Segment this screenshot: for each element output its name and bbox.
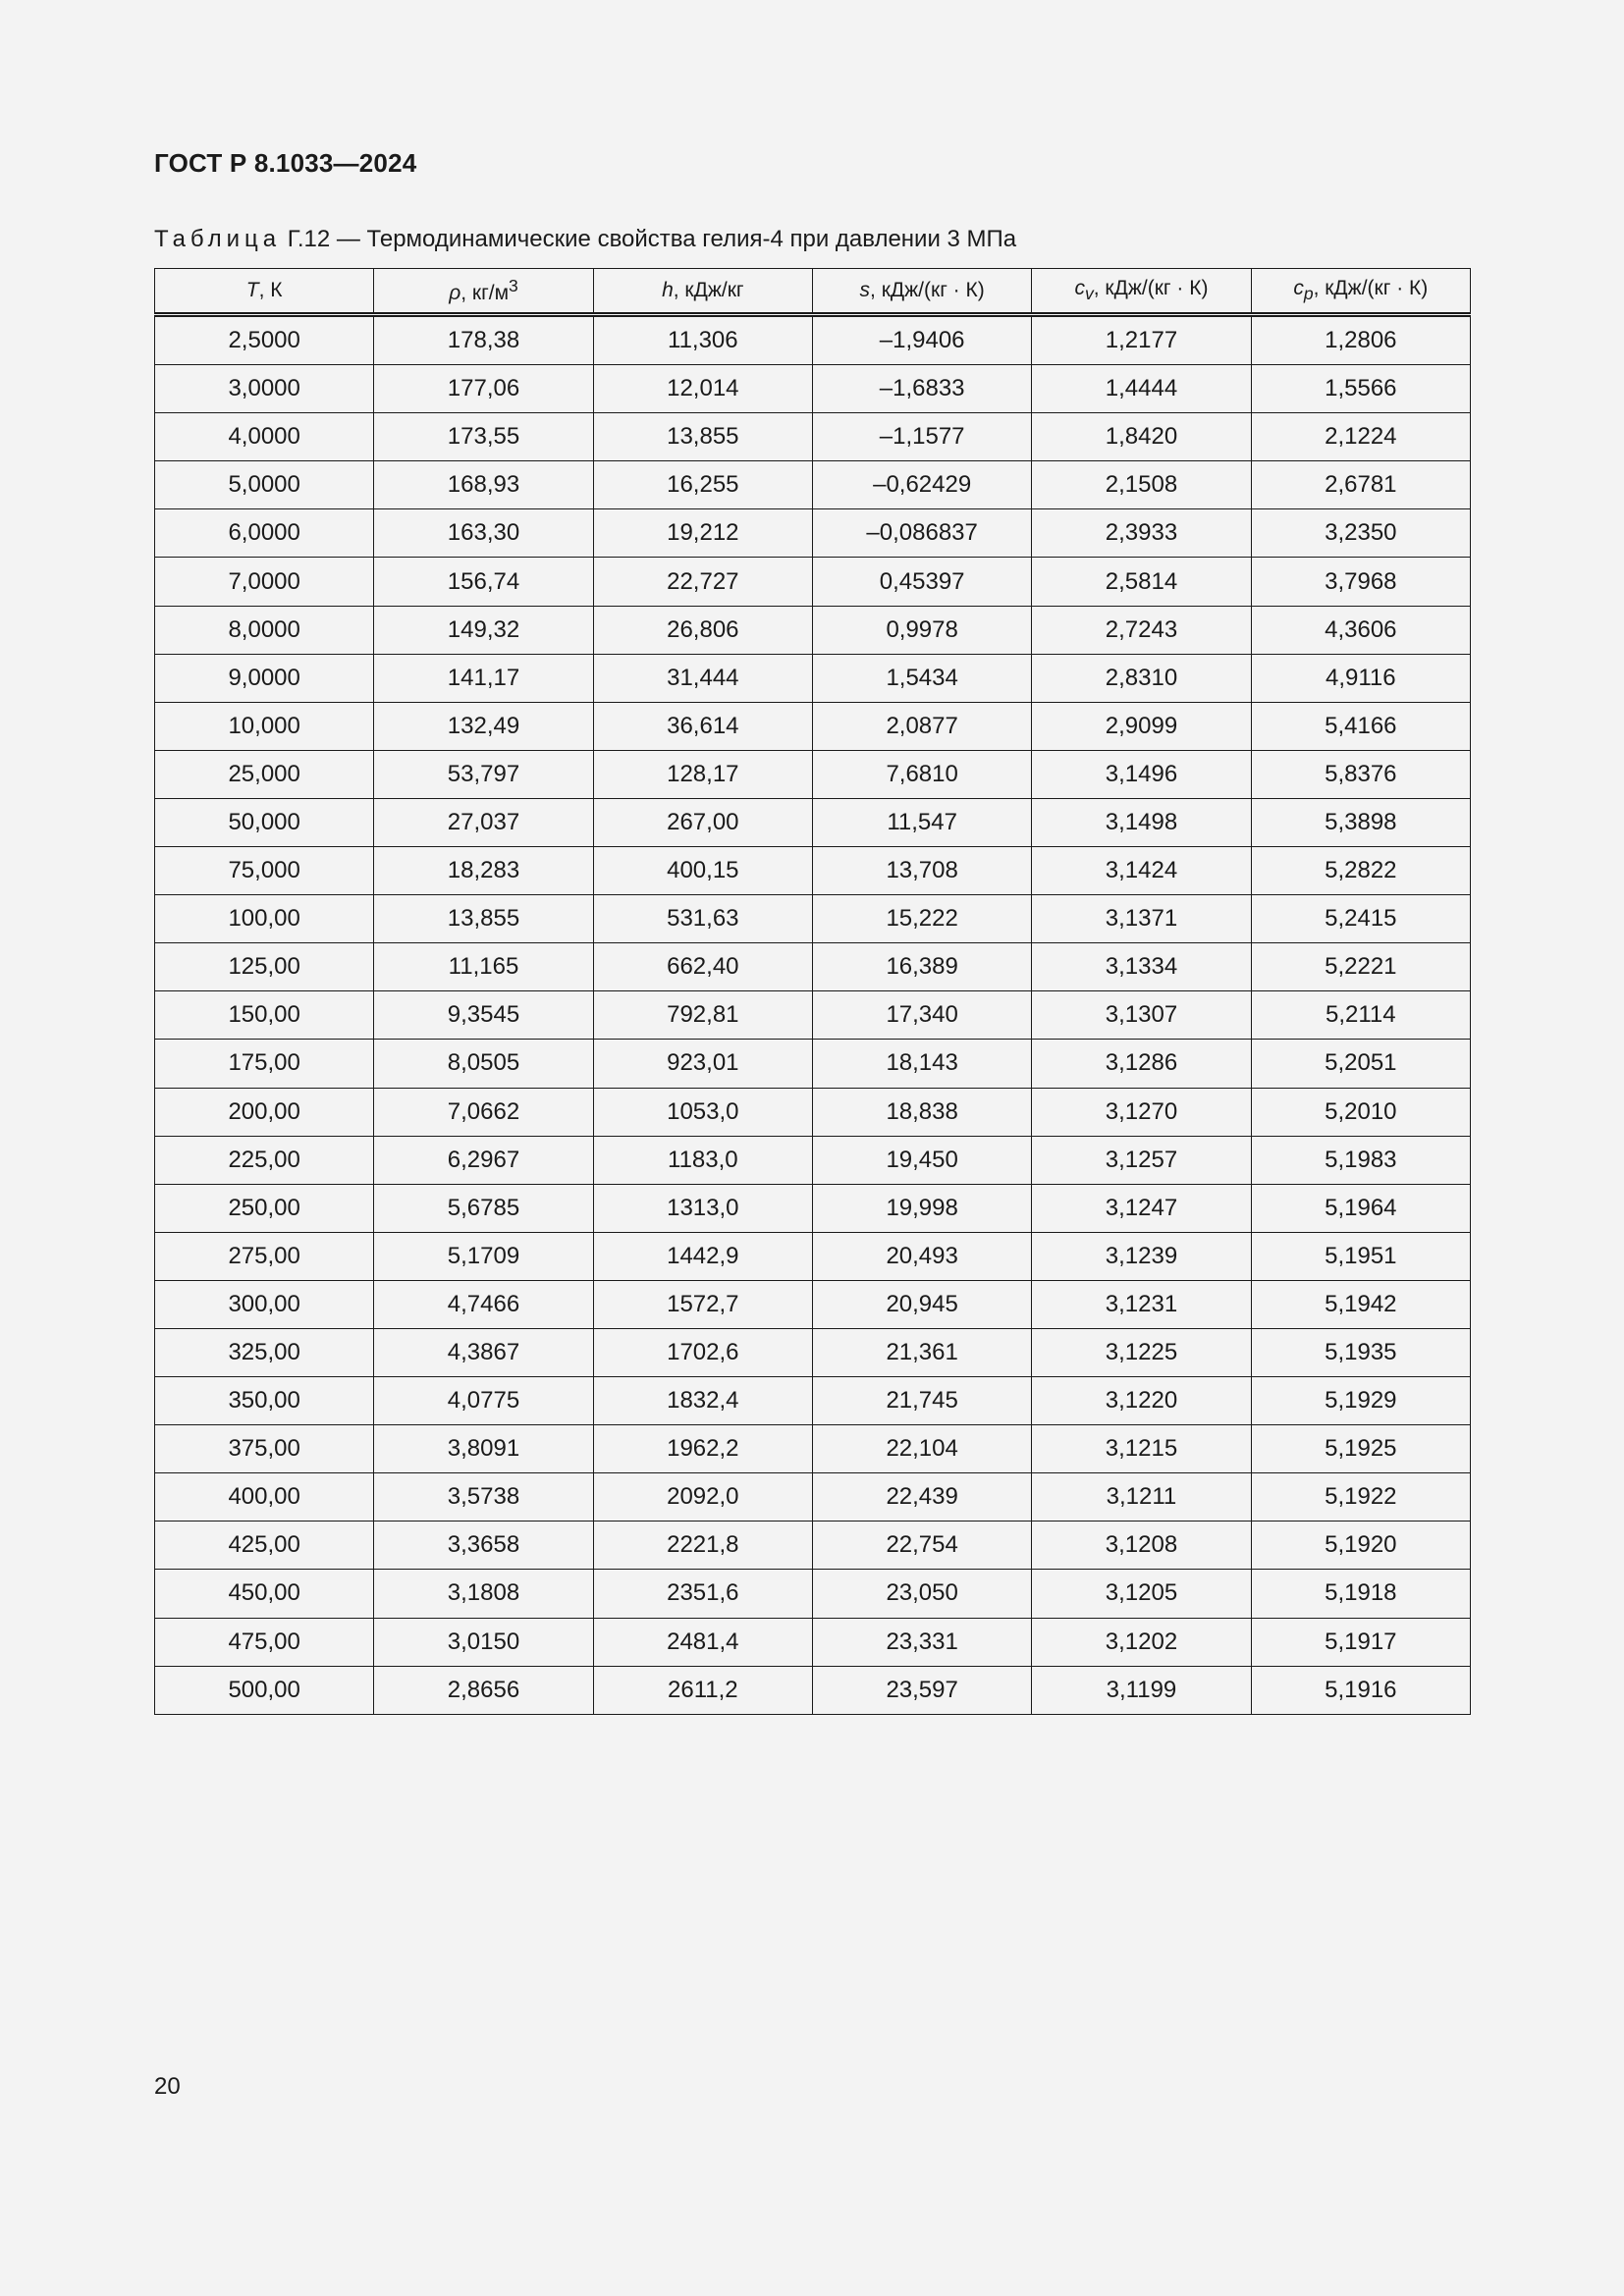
table-cell: 11,165	[374, 943, 593, 991]
table-row	[155, 750, 1471, 798]
table-cell: 275,00	[155, 1232, 374, 1280]
table-cell: 3,3658	[374, 1522, 593, 1570]
table-cell: 4,7466	[374, 1280, 593, 1328]
table-cell: –0,086837	[812, 509, 1031, 558]
table-cell: 1442,9	[593, 1232, 812, 1280]
table-cell: 22,439	[812, 1473, 1031, 1522]
table-cell: 2611,2	[593, 1666, 812, 1714]
table-cell: 8,0505	[374, 1040, 593, 1088]
table-cell: 5,2415	[1251, 895, 1470, 943]
table-cell: 27,037	[374, 798, 593, 846]
table-cell: 5,1916	[1251, 1666, 1470, 1714]
table-cell: 1702,6	[593, 1328, 812, 1376]
table-cell: 3,1257	[1032, 1136, 1251, 1184]
table-cell: 5,1925	[1251, 1425, 1470, 1473]
table-cell: 22,104	[812, 1425, 1031, 1473]
table-cell: 125,00	[155, 943, 374, 991]
table-row	[155, 509, 1471, 558]
table-cell: 5,3898	[1251, 798, 1470, 846]
table-cell: –1,6833	[812, 365, 1031, 413]
column-header	[1032, 269, 1251, 315]
table-cell: 4,9116	[1251, 654, 1470, 702]
table-cell: 2,5000	[155, 315, 374, 365]
table-row	[155, 702, 1471, 750]
table-cell: 7,0662	[374, 1088, 593, 1136]
table-cell: 3,1199	[1032, 1666, 1251, 1714]
table-cell: 3,0000	[155, 365, 374, 413]
table-cell: 2,6781	[1251, 461, 1470, 509]
table-cell: 3,1808	[374, 1570, 593, 1618]
table-cell: 300,00	[155, 1280, 374, 1328]
table-cell: 5,6785	[374, 1184, 593, 1232]
table-cell: 23,050	[812, 1570, 1031, 1618]
table-cell: 2,0877	[812, 702, 1031, 750]
table-row	[155, 943, 1471, 991]
table-cell: 156,74	[374, 558, 593, 606]
column-header	[155, 269, 374, 315]
table-cell: 25,000	[155, 750, 374, 798]
table-cell: –1,1577	[812, 413, 1031, 461]
table-cell: 2,7243	[1032, 606, 1251, 654]
column-superscript: 3	[509, 276, 518, 295]
table-cell: 26,806	[593, 606, 812, 654]
table-cell: 450,00	[155, 1570, 374, 1618]
table-cell: 12,014	[593, 365, 812, 413]
table-cell: 132,49	[374, 702, 593, 750]
table-cell: 21,745	[812, 1377, 1031, 1425]
table-cell: 18,283	[374, 847, 593, 895]
table-caption	[154, 226, 1016, 253]
table-cell: 0,45397	[812, 558, 1031, 606]
table-cell: 7,0000	[155, 558, 374, 606]
table-cell: 20,945	[812, 1280, 1031, 1328]
table-cell: 1053,0	[593, 1088, 812, 1136]
table-cell: 2,5814	[1032, 558, 1251, 606]
table-cell: 3,1371	[1032, 895, 1251, 943]
table-row	[155, 1618, 1471, 1666]
document-code: ГОСТ Р 8.1033—2024	[154, 148, 417, 178]
table-cell: 173,55	[374, 413, 593, 461]
table-cell: 3,1205	[1032, 1570, 1251, 1618]
table-cell: 15,222	[812, 895, 1031, 943]
table-cell: 5,2051	[1251, 1040, 1470, 1088]
table-cell: 5,1920	[1251, 1522, 1470, 1570]
table-cell: 23,597	[812, 1666, 1031, 1714]
page-number: 20	[154, 2073, 181, 2100]
table-cell: 4,3867	[374, 1328, 593, 1376]
table-cell: 5,1922	[1251, 1473, 1470, 1522]
table-row	[155, 991, 1471, 1040]
table-body	[155, 315, 1471, 1715]
table-cell: 3,1208	[1032, 1522, 1251, 1570]
table-cell: 3,1220	[1032, 1377, 1251, 1425]
table-row	[155, 1377, 1471, 1425]
table-cell: 5,1917	[1251, 1618, 1470, 1666]
table-cell: 50,000	[155, 798, 374, 846]
table-cell: 11,547	[812, 798, 1031, 846]
table-cell: 7,6810	[812, 750, 1031, 798]
table-cell: 16,255	[593, 461, 812, 509]
table-cell: 9,3545	[374, 991, 593, 1040]
column-header	[374, 269, 593, 315]
table-cell: 53,797	[374, 750, 593, 798]
table-row	[155, 654, 1471, 702]
column-symbol: T	[245, 279, 259, 301]
table-cell: 5,8376	[1251, 750, 1470, 798]
table-cell: 3,5738	[374, 1473, 593, 1522]
table-cell: 1,5566	[1251, 365, 1470, 413]
table-cell: 3,1215	[1032, 1425, 1251, 1473]
table-cell: 531,63	[593, 895, 812, 943]
table-cell: 31,444	[593, 654, 812, 702]
table-cell: 662,40	[593, 943, 812, 991]
column-subscript: v	[1085, 284, 1094, 304]
table-cell: 2,1508	[1032, 461, 1251, 509]
table-cell: 2481,4	[593, 1618, 812, 1666]
table-cell: 16,389	[812, 943, 1031, 991]
table-cell: 5,1918	[1251, 1570, 1470, 1618]
table-cell: 3,1239	[1032, 1232, 1251, 1280]
table-cell: 4,0775	[374, 1377, 593, 1425]
column-unit: , кДж/(кг · К)	[1093, 276, 1209, 299]
table-cell: 5,2114	[1251, 991, 1470, 1040]
table-cell: 5,2010	[1251, 1088, 1470, 1136]
table-cell: 3,1225	[1032, 1328, 1251, 1376]
table-cell: 1,2806	[1251, 315, 1470, 365]
table-cell: 19,450	[812, 1136, 1031, 1184]
table-row	[155, 606, 1471, 654]
table-cell: 17,340	[812, 991, 1031, 1040]
table-cell: 100,00	[155, 895, 374, 943]
table-cell: 22,754	[812, 1522, 1031, 1570]
table-cell: 3,1498	[1032, 798, 1251, 846]
table-row	[155, 1184, 1471, 1232]
table-cell: 923,01	[593, 1040, 812, 1088]
table-cell: 13,708	[812, 847, 1031, 895]
table-cell: 3,1496	[1032, 750, 1251, 798]
table-cell: 1832,4	[593, 1377, 812, 1425]
table-cell: 13,855	[374, 895, 593, 943]
table-cell: 23,331	[812, 1618, 1031, 1666]
table-cell: 5,1951	[1251, 1232, 1470, 1280]
table-head	[155, 269, 1471, 315]
table-cell: 1,2177	[1032, 315, 1251, 365]
table-cell: 3,1286	[1032, 1040, 1251, 1088]
table-cell: 1313,0	[593, 1184, 812, 1232]
table-row	[155, 1425, 1471, 1473]
table-row	[155, 315, 1471, 365]
table-cell: 200,00	[155, 1088, 374, 1136]
table-cell: 3,0150	[374, 1618, 593, 1666]
table-cell: 6,2967	[374, 1136, 593, 1184]
table-cell: 425,00	[155, 1522, 374, 1570]
table-cell: 141,17	[374, 654, 593, 702]
thermodynamic-properties-table	[154, 268, 1471, 1715]
table-cell: 1,4444	[1032, 365, 1251, 413]
table-cell: 149,32	[374, 606, 593, 654]
table-cell: 4,0000	[155, 413, 374, 461]
table-cell: 21,361	[812, 1328, 1031, 1376]
table-cell: 267,00	[593, 798, 812, 846]
table-cell: 19,998	[812, 1184, 1031, 1232]
table-row	[155, 461, 1471, 509]
table-row	[155, 1280, 1471, 1328]
table-cell: 13,855	[593, 413, 812, 461]
column-unit: , К	[258, 279, 283, 301]
table-cell: 36,614	[593, 702, 812, 750]
table-cell: 18,838	[812, 1088, 1031, 1136]
table-cell: 2,3933	[1032, 509, 1251, 558]
table-cell: 5,1942	[1251, 1280, 1470, 1328]
column-unit: , кДж/(кг · К)	[870, 279, 985, 301]
table-cell: 2351,6	[593, 1570, 812, 1618]
column-unit: , кДж/(кг · К)	[1313, 276, 1429, 299]
table-cell: 3,2350	[1251, 509, 1470, 558]
table-cell: 2092,0	[593, 1473, 812, 1522]
table-cell: 3,1307	[1032, 991, 1251, 1040]
table-cell: 8,0000	[155, 606, 374, 654]
column-unit: , кДж/кг	[673, 279, 744, 301]
table-cell: –0,62429	[812, 461, 1031, 509]
table-row	[155, 558, 1471, 606]
table-row	[155, 1473, 1471, 1522]
table-cell: 5,2822	[1251, 847, 1470, 895]
column-header	[1251, 269, 1470, 315]
table-cell: 5,1983	[1251, 1136, 1470, 1184]
table-cell: 3,8091	[374, 1425, 593, 1473]
table-cell: 3,1231	[1032, 1280, 1251, 1328]
table-row	[155, 1136, 1471, 1184]
column-header	[812, 269, 1031, 315]
table-cell: 175,00	[155, 1040, 374, 1088]
table-row	[155, 1522, 1471, 1570]
table-cell: 9,0000	[155, 654, 374, 702]
table-cell: 128,17	[593, 750, 812, 798]
table-cell: 4,3606	[1251, 606, 1470, 654]
table-cell: 350,00	[155, 1377, 374, 1425]
table-cell: 400,15	[593, 847, 812, 895]
table-cell: 3,1424	[1032, 847, 1251, 895]
table-cell: 5,1709	[374, 1232, 593, 1280]
table-row	[155, 1570, 1471, 1618]
table-cell: 2,8656	[374, 1666, 593, 1714]
table-cell: –1,9406	[812, 315, 1031, 365]
table-cell: 2,8310	[1032, 654, 1251, 702]
table-cell: 20,493	[812, 1232, 1031, 1280]
table-row	[155, 1666, 1471, 1714]
table-cell: 375,00	[155, 1425, 374, 1473]
table-row	[155, 847, 1471, 895]
column-symbol: ρ	[449, 282, 461, 304]
table-cell: 168,93	[374, 461, 593, 509]
table-row	[155, 1088, 1471, 1136]
table-cell: 177,06	[374, 365, 593, 413]
table-cell: 225,00	[155, 1136, 374, 1184]
table-cell: 2,1224	[1251, 413, 1470, 461]
table-cell: 0,9978	[812, 606, 1031, 654]
table-cell: 475,00	[155, 1618, 374, 1666]
column-subscript: p	[1303, 284, 1314, 304]
table-cell: 1,8420	[1032, 413, 1251, 461]
table-cell: 5,1964	[1251, 1184, 1470, 1232]
table-cell: 6,0000	[155, 509, 374, 558]
table-row	[155, 1232, 1471, 1280]
table-cell: 10,000	[155, 702, 374, 750]
column-symbol: c	[1293, 276, 1304, 299]
table-cell: 22,727	[593, 558, 812, 606]
table-cell: 19,212	[593, 509, 812, 558]
table-caption-label: Таблица	[154, 226, 282, 252]
column-symbol: h	[662, 279, 674, 301]
table-cell: 792,81	[593, 991, 812, 1040]
table-cell: 163,30	[374, 509, 593, 558]
table-cell: 5,0000	[155, 461, 374, 509]
table-cell: 1,5434	[812, 654, 1031, 702]
table-cell: 250,00	[155, 1184, 374, 1232]
table-row	[155, 365, 1471, 413]
table-cell: 3,1211	[1032, 1473, 1251, 1522]
table-cell: 400,00	[155, 1473, 374, 1522]
table-cell: 150,00	[155, 991, 374, 1040]
table-cell: 500,00	[155, 1666, 374, 1714]
column-symbol: s	[859, 279, 871, 301]
table-cell: 178,38	[374, 315, 593, 365]
table-row	[155, 895, 1471, 943]
table-row	[155, 1328, 1471, 1376]
table-caption-text: Г.12 — Термодинамические свойства гелия-4 при давлении 3 МПа	[281, 226, 1017, 252]
table-cell: 2221,8	[593, 1522, 812, 1570]
table-cell: 5,4166	[1251, 702, 1470, 750]
table-cell: 18,143	[812, 1040, 1031, 1088]
table-cell: 75,000	[155, 847, 374, 895]
table-cell: 5,2221	[1251, 943, 1470, 991]
column-symbol: c	[1074, 276, 1085, 299]
table-cell: 5,1935	[1251, 1328, 1470, 1376]
table-cell: 11,306	[593, 315, 812, 365]
table-cell: 3,1247	[1032, 1184, 1251, 1232]
table-cell: 1183,0	[593, 1136, 812, 1184]
table-row	[155, 1040, 1471, 1088]
table-header-row	[155, 269, 1471, 315]
table-cell: 5,1929	[1251, 1377, 1470, 1425]
table-row	[155, 798, 1471, 846]
table-cell: 3,1334	[1032, 943, 1251, 991]
column-header	[593, 269, 812, 315]
table-cell: 1572,7	[593, 1280, 812, 1328]
table-row	[155, 413, 1471, 461]
table-cell: 3,1270	[1032, 1088, 1251, 1136]
table-cell: 1962,2	[593, 1425, 812, 1473]
table-cell: 3,1202	[1032, 1618, 1251, 1666]
table-cell: 2,9099	[1032, 702, 1251, 750]
table-cell: 325,00	[155, 1328, 374, 1376]
table-cell: 3,7968	[1251, 558, 1470, 606]
column-unit: , кг/м	[460, 282, 510, 304]
